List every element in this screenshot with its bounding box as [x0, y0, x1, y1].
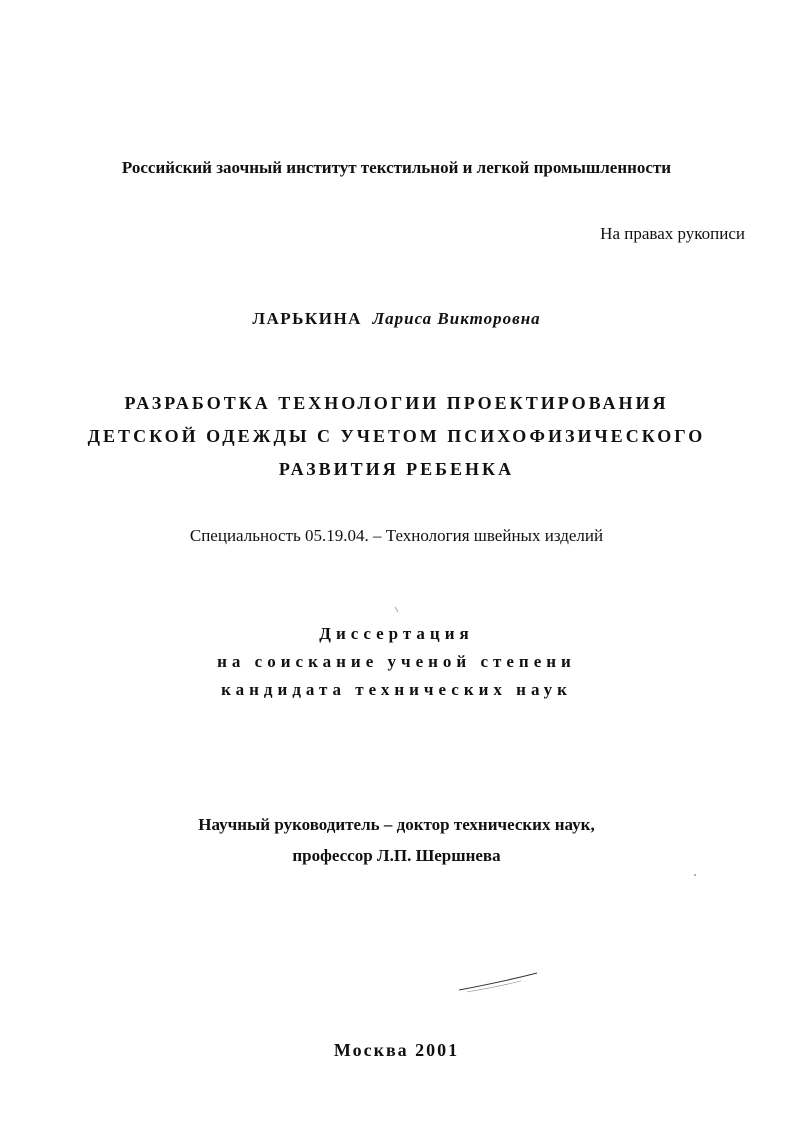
- author-name: [0, 309, 793, 329]
- dissertation-type-line: на соискание ученой степени: [217, 652, 576, 671]
- dissertation-type-line: кандидата технических наук: [221, 680, 572, 699]
- dissertation-type-line: Диссертация: [319, 624, 474, 643]
- author-given-names: Лариса Викторовна: [372, 309, 541, 328]
- supervisor-line: Научный руководитель – доктор технических наук,: [198, 815, 595, 834]
- dissertation-title-line: РАЗВИТИЯ РЕБЕНКА: [278, 459, 515, 479]
- dissertation-title-line: ДЕТСКОЙ ОДЕЖДЫ С УЧЕТОМ ПСИХОФИЗИЧЕСКОГО: [87, 426, 706, 446]
- institute-name: Российский заочный институт текстильной и легкой промышленности: [121, 158, 672, 177]
- scan-speck: [394, 606, 400, 614]
- author-surname: ЛАРЬКИНА: [252, 309, 362, 328]
- specialty-line: Специальность 05.19.04. – Технология швейных изделий: [189, 526, 604, 545]
- supervisor-name: профессор Л.П. Шершнева: [292, 846, 501, 865]
- signature-mark: [455, 968, 545, 996]
- scan-speck: [692, 872, 698, 878]
- rights-note: На правах рукописи: [600, 224, 745, 243]
- dissertation-title-line: РАЗРАБОТКА ТЕХНОЛОГИИ ПРОЕКТИРОВАНИЯ: [124, 393, 669, 413]
- city-year: Москва 2001: [333, 1040, 460, 1060]
